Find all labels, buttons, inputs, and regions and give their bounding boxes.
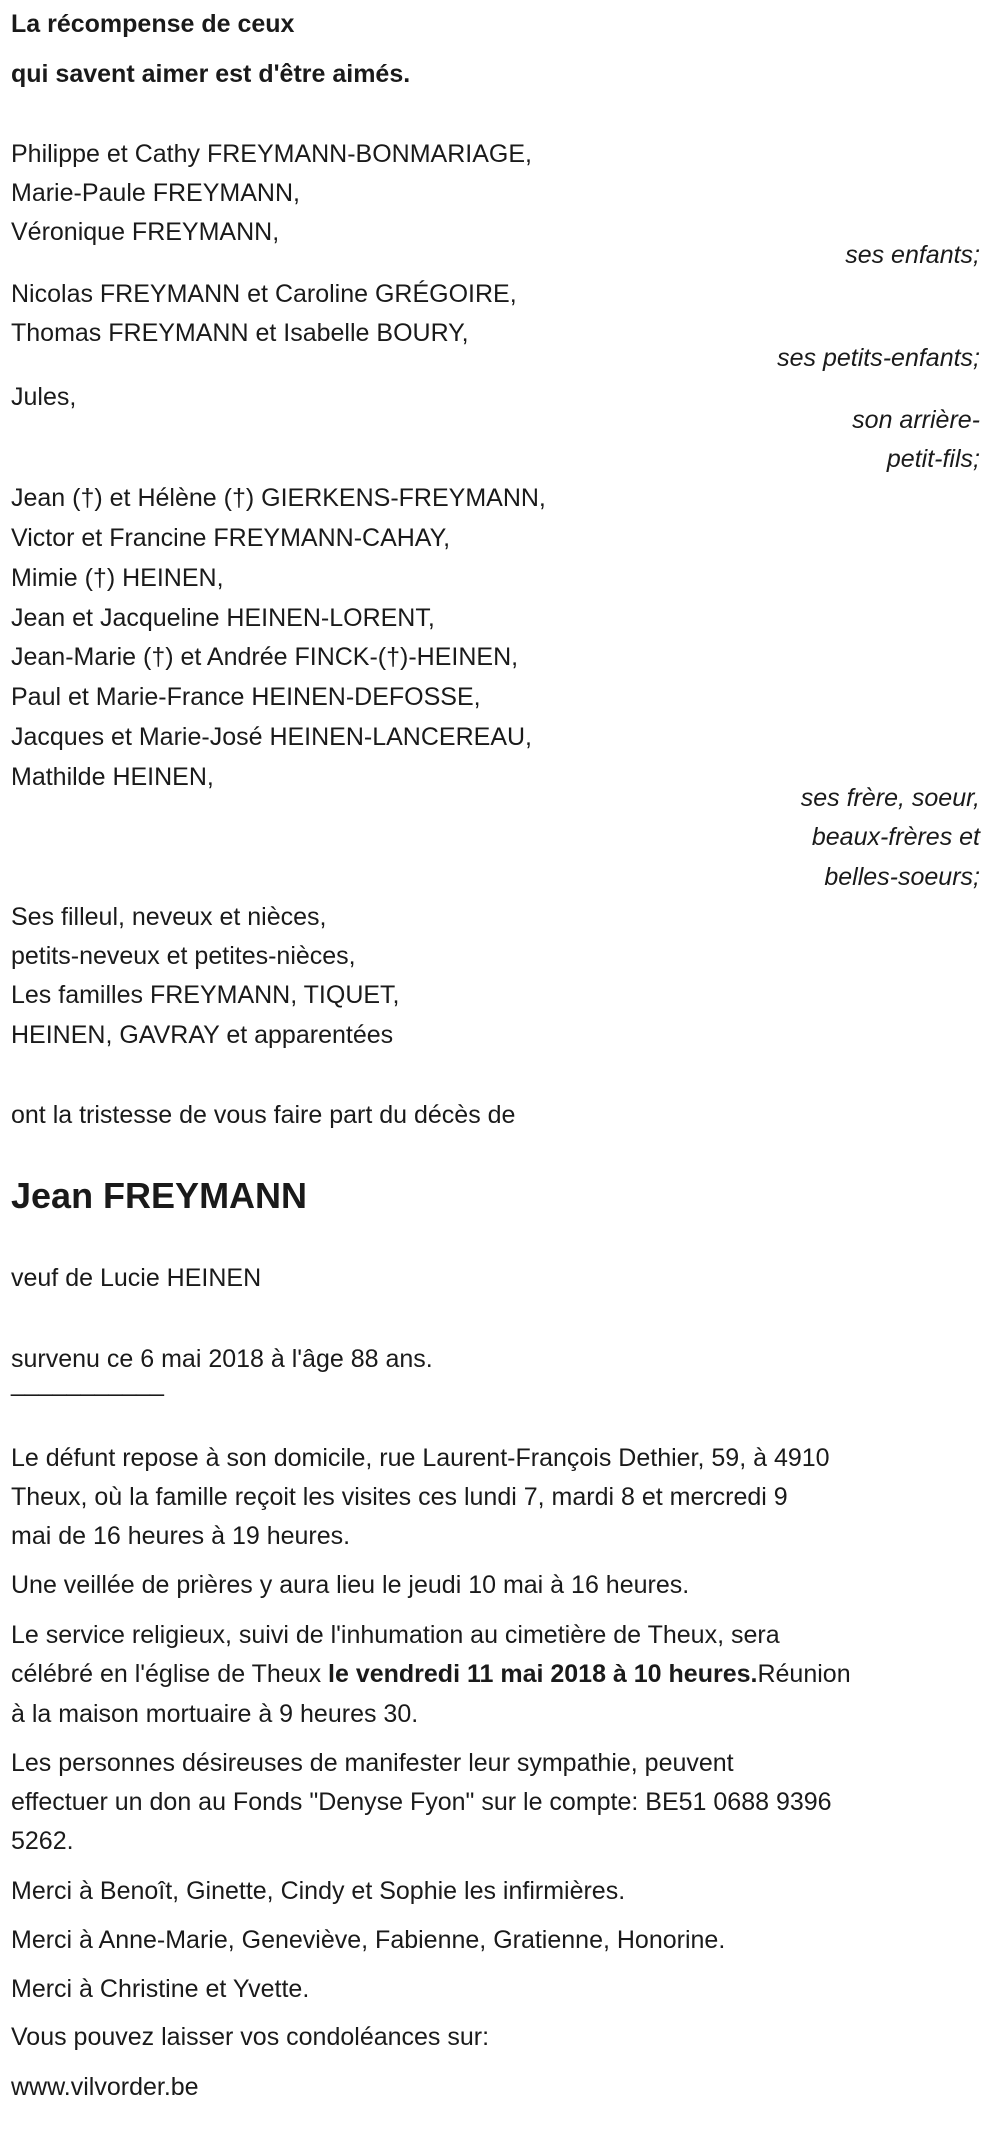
family-line: Véronique FREYMANN, bbox=[11, 218, 280, 246]
relation-label: petit-fils; bbox=[886, 445, 980, 473]
family-line: Mimie (†) HEINEN, bbox=[11, 564, 224, 592]
family-line: Jean et Jacqueline HEINEN-LORENT, bbox=[11, 604, 435, 632]
family-line: Jacques et Marie-José HEINEN-LANCEREAU, bbox=[11, 723, 532, 751]
detail-line: à la maison mortuaire à 9 heures 30. bbox=[11, 1700, 419, 1728]
detail-line: 5262. bbox=[11, 1827, 74, 1855]
relation-label: ses enfants; bbox=[845, 241, 980, 269]
family-line: Victor et Francine FREYMANN-CAHAY, bbox=[11, 524, 451, 552]
thanks-line: Merci à Anne-Marie, Geneviève, Fabienne, Gratienne, Honorine. bbox=[11, 1926, 726, 1954]
thanks-line: Merci à Christine et Yvette. bbox=[11, 1975, 310, 2003]
family-line: Thomas FREYMANN et Isabelle BOURY, bbox=[11, 319, 469, 347]
service-date: le vendredi 11 mai 2018 à 10 heures. bbox=[328, 1660, 758, 1688]
family-line: Philippe et Cathy FREYMANN-BONMARIAGE, bbox=[11, 140, 532, 168]
relation-label: beaux-frères et bbox=[811, 823, 980, 851]
epigraph-line: qui savent aimer est d'être aimés. bbox=[11, 60, 411, 88]
detail-line: effectuer un don au Fonds "Denyse Fyon" sur le compte: BE51 0688 9396 bbox=[11, 1788, 832, 1816]
detail-line: Le défunt repose à son domicile, rue Laurent-François Dethier, 59, à 4910 bbox=[11, 1444, 830, 1472]
family-line: Jules, bbox=[11, 383, 77, 411]
epigraph-line: La récompense de ceux bbox=[11, 10, 295, 38]
widower-of: veuf de Lucie HEINEN bbox=[11, 1264, 262, 1292]
detail-line: Les personnes désireuses de manifester leur sympathie, peuvent bbox=[11, 1749, 734, 1777]
service-text: Réunion bbox=[757, 1660, 851, 1688]
separator: ___________ bbox=[11, 1369, 164, 1397]
thanks-line: Merci à Benoît, Ginette, Cindy et Sophie les infirmières. bbox=[11, 1877, 626, 1905]
relation-label: ses petits-enfants; bbox=[777, 344, 980, 372]
relation-label: ses frère, soeur, bbox=[800, 784, 980, 812]
family-line: HEINEN, GAVRAY et apparentées bbox=[11, 1021, 394, 1049]
deceased-name: Jean FREYMANN bbox=[11, 1175, 308, 1216]
relation-label: son arrière- bbox=[852, 406, 980, 434]
service-line bbox=[11, 1659, 851, 1689]
condolences-text: Vous pouvez laisser vos condoléances sur: bbox=[11, 2023, 490, 2051]
detail-line: Le service religieux, suivi de l'inhumation au cimetière de Theux, sera bbox=[11, 1621, 780, 1649]
family-line: Marie-Paule FREYMANN, bbox=[11, 179, 300, 207]
relation-label: belles-soeurs; bbox=[824, 863, 980, 891]
family-line: Jean (†) et Hélène (†) GIERKENS-FREYMANN, bbox=[11, 484, 546, 512]
family-line: Mathilde HEINEN, bbox=[11, 763, 214, 791]
family-line: Les familles FREYMANN, TIQUET, bbox=[11, 981, 400, 1009]
family-line: Nicolas FREYMANN et Caroline GRÉGOIRE, bbox=[11, 280, 517, 308]
family-line: petits-neveux et petites-nièces, bbox=[11, 942, 356, 970]
family-line: Jean-Marie (†) et Andrée FINCK-(†)-HEINEN, bbox=[11, 643, 519, 671]
death-info: survenu ce 6 mai 2018 à l'âge 88 ans. bbox=[11, 1345, 433, 1373]
family-line: Ses filleul, neveux et nièces, bbox=[11, 903, 327, 931]
family-line: Paul et Marie-France HEINEN-DEFOSSE, bbox=[11, 683, 481, 711]
detail-line: Theux, où la famille reçoit les visites ces lundi 7, mardi 8 et mercredi 9 bbox=[11, 1483, 788, 1511]
detail-line: mai de 16 heures à 19 heures. bbox=[11, 1522, 351, 1550]
announcement: ont la tristesse de vous faire part du décès de bbox=[11, 1101, 516, 1129]
service-text: célébré en l'église de Theux bbox=[11, 1660, 329, 1688]
vigil-info: Une veillée de prières y aura lieu le jeudi 10 mai à 16 heures. bbox=[11, 1571, 690, 1599]
website-link[interactable]: www.vilvorder.be bbox=[11, 2073, 199, 2101]
